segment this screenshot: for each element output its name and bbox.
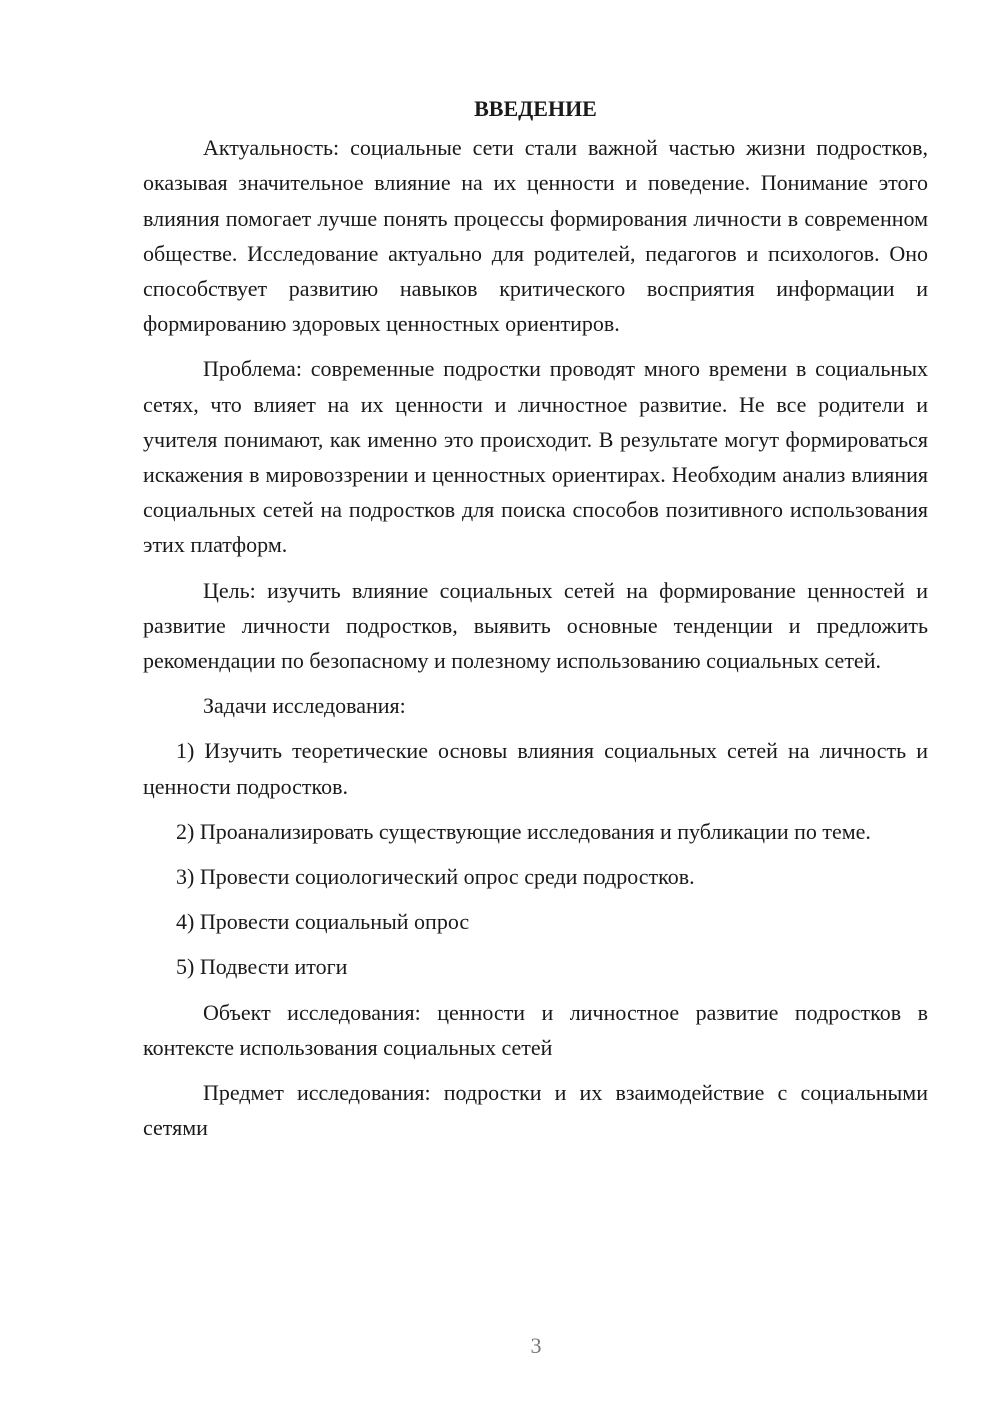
task-item: 2) Проанализировать существующие исследования и публикации по теме.	[176, 818, 871, 844]
object-paragraph: Объект исследования: ценности и личностное развитие подростков в контексте использования социальных сетей	[143, 999, 928, 1060]
task-item: 3) Провести социологический опрос среди подростков.	[176, 864, 695, 890]
task-item: 1) Изучить теоретические основы влияния социальных сетей на личность и ценности подростков.	[143, 738, 928, 799]
tasks-heading: Задачи исследования:	[203, 693, 406, 719]
task-item: 5) Подвести итоги	[176, 954, 348, 980]
goal-paragraph: Цель: изучить влияние социальных сетей на формирование ценностей и развитие личности подростков, выявить основные тенденции и предложить рекомендации по безопасному и полезному использованию социальных сетей.	[143, 577, 928, 674]
task-item: 4) Провести социальный опрос	[176, 909, 470, 935]
page-content	[143, 91, 928, 1155]
section-title: ВВЕДЕНИЕ	[474, 96, 597, 121]
page-number: 3	[530, 1333, 542, 1358]
actuality-paragraph: Актуальность: социальные сети стали важной частью жизни подростков, оказывая значительное влияние на их ценности и поведение. Понимание этого влияния помогает лучше понять процессы формирования личности в современном обществе. Исследование актуально для родителей, педагогов и психологов. Оно способствует развитию навыков критического восприятия информации и формированию здоровых ценностных ориентиров.	[143, 135, 928, 337]
problem-paragraph: Проблема: современные подростки проводят много времени в социальных сетях, что влияет на их ценности и личностное развитие. Не все родители и учителя понимают, как именно это происходит. В результате могут формироваться искажения в мировоззрении и ценностных ориентирах. Необходим анализ влияния социальных сетей на подростков для поиска способов позитивного использования этих платформ.	[143, 356, 928, 558]
subject-paragraph: Предмет исследования: подростки и их взаимодействие с социальными сетями	[143, 1080, 928, 1141]
